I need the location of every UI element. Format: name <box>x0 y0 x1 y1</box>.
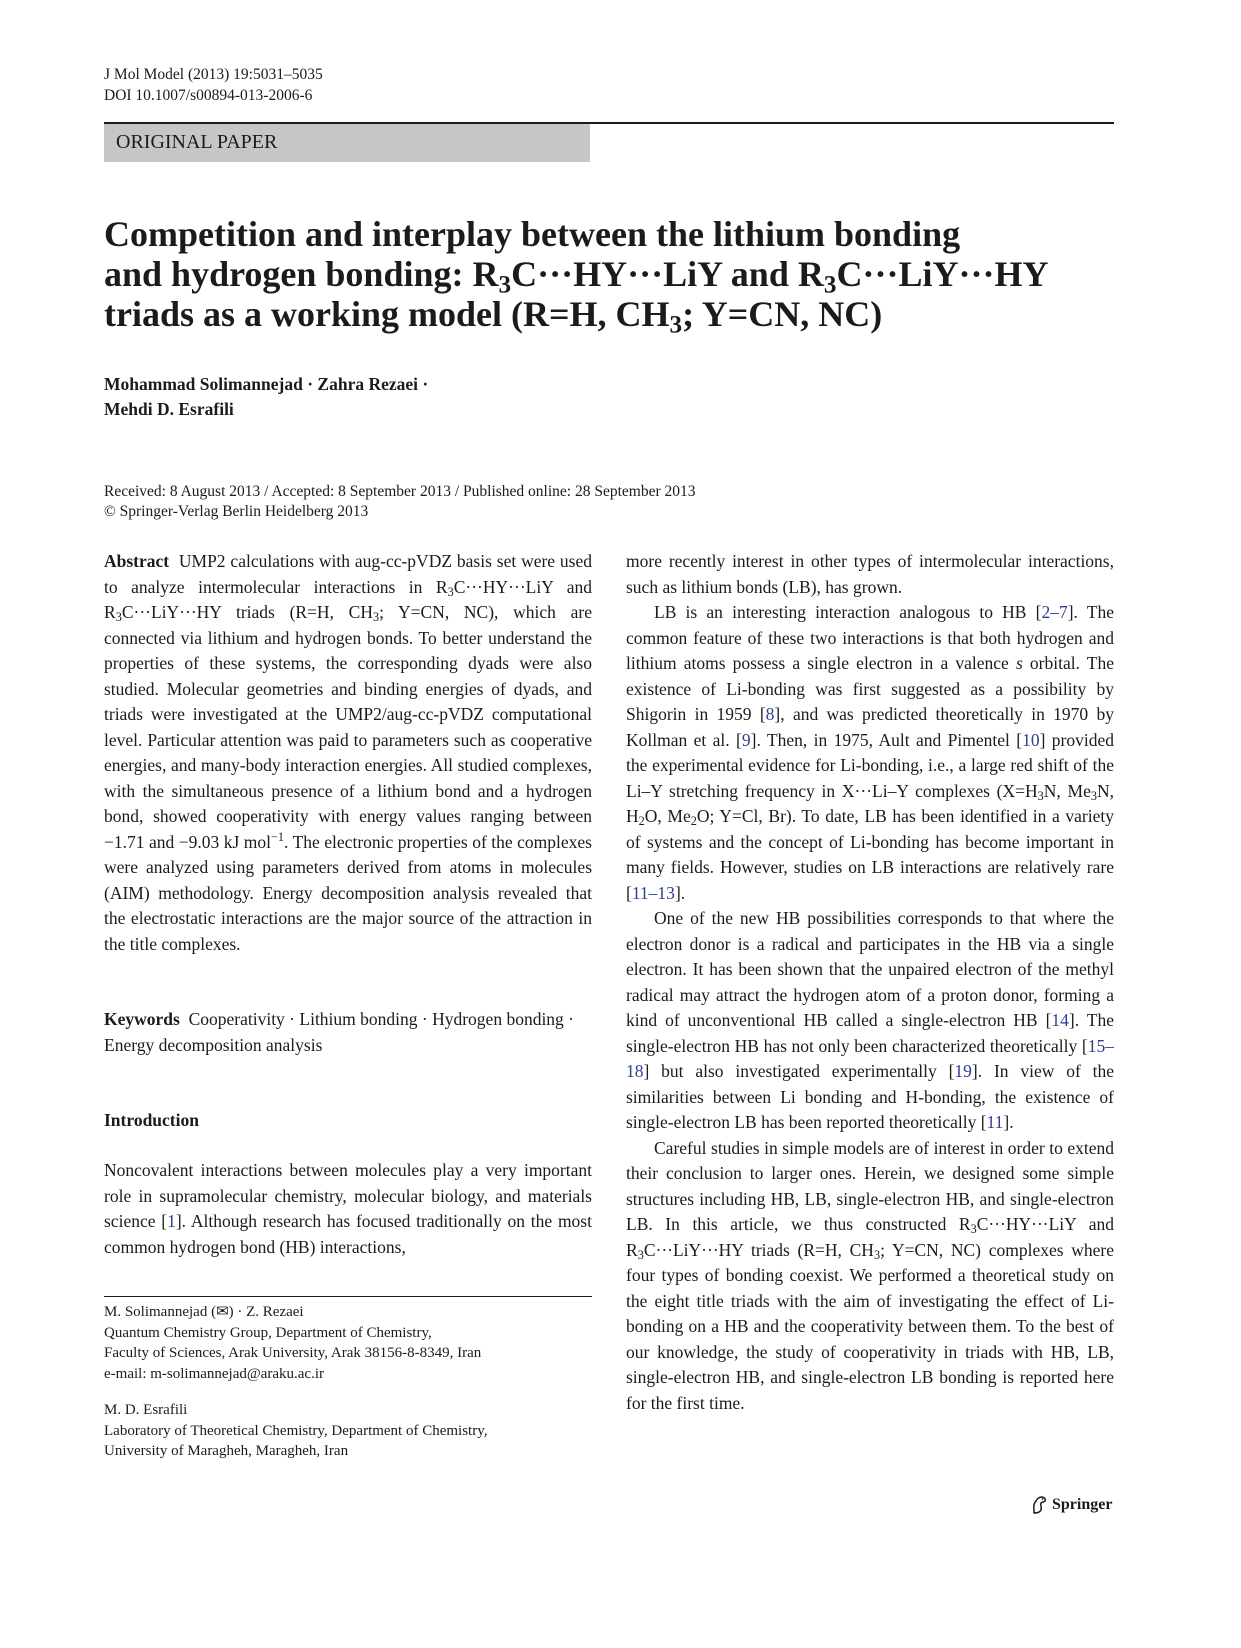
paragraph-this-work: Careful studies in simple models are of interest in order to extend their conclusion to larger ones. Herein, we designed some simple structures including HB, LB, single-electron HB, and single-electron LB. In this article, we thus constructed $R_3C\cdot\cdot\cdot HY\cdot\cdot\cdot LiY$ and $R_3C\cdot\cdot\cdot LiY\cdot\cdot\cdot HY$ triads (R=H, $CH_3$; Y=CN, NC) complexes where four types of bonding coexist. We performed a theoretical study on the eight title triads with the aim of investigating the effect of Li-bonding on a HB and the cooperativity between them. To the best of our knowledge, the study of cooperativity in triads with HB, LB, single-electron HB, and single-electron LB bonding is reported here for the first time. <box>626 1137 1114 1413</box>
springer-horse-icon <box>1030 1495 1048 1515</box>
doi[interactable]: DOI 10.1007/s00894-013-2006-6 <box>104 87 313 104</box>
paragraph-single-electron-hb: One of the new HB possibilities corresponds to that where the electron donor is a radical and participates in the HB via a single electron. It has been shown that the unpaired electron of the methyl radical may attract the hydrogen atom of a proton donor, forming a kind of unconventional HB called a single-electron HB [14]. The single-electron HB has not only been characterized theoretically [15–18] but also investigated experimentally [19]. In view of the similarities between Li bonding and H-bonding, the existence of single-electron LB has been reported theoretically [11]. <box>626 908 1114 1132</box>
keywords-text: Cooperativity · Lithium bonding · Hydrogen bonding · Energy decomposition analysis <box>104 1009 575 1055</box>
citation-link[interactable]: 1 <box>167 1211 176 1231</box>
citation-link[interactable]: 2–7 <box>1041 602 1068 622</box>
paragraph-lithium-bonding: LB is an interesting interaction analogous to HB [2–7]. The common feature of these two interactions is that both hydrogen and lithium atoms possess a single electron in a valence s orbital. The existence of Li-bonding was first suggested as a possibility by Shigorin in 1959 [8], and was predicted theoretically in 1970 by Kollman et al. [9]. Then, in 1975, Ault and Pimentel [10] provided the experimental evidence for Li-bonding, i.e., a large red shift of the Li–Y stretching frequency in X···Li–Y complexes ($X=H_3N$, $Me_3N$, $H_2O$, $Me_2O$; Y=Cl, Br). To date, LB has been identified in a variety of systems and the concept of Li-bonding has become important in many fields. However, studies on LB interactions are relatively rare [11–13]. <box>626 602 1115 903</box>
citation-link[interactable]: 10 <box>1022 729 1040 750</box>
citation-link[interactable]: 19 <box>954 1061 972 1081</box>
publication-dates <box>104 482 696 522</box>
paragraph-continuation: more recently interest in other types of intermolecular interactions, such as lithium bonds (LB), has grown. <box>626 551 1114 597</box>
citation-link[interactable]: 11 <box>986 1112 1004 1132</box>
affiliation-1-authors: M. Solimannejad (✉) · Z. Rezaei <box>104 1304 304 1320</box>
citation-link[interactable]: 15–18 <box>626 1035 1114 1081</box>
citation-link[interactable]: 14 <box>1051 1010 1069 1030</box>
copyright: © Springer-Verlag Berlin Heidelberg 2013 <box>104 503 369 520</box>
abstract-label: Abstract <box>104 551 170 571</box>
affiliation-2: M. D. Esrafili Laboratory of Theoretical Chemistry, Department of Chemistry, University of Maragheh, Maragheh, Iran <box>104 1400 592 1462</box>
journal-header <box>104 64 323 106</box>
footnote-rule <box>104 1296 592 1297</box>
section-tag <box>104 124 590 162</box>
authors-line-2[interactable]: Mehdi D. Esrafili <box>104 399 234 419</box>
authors-line-1[interactable]: Mohammad Solimannejad · Zahra Rezaei · <box>104 374 429 394</box>
publisher-name: Springer <box>1052 1496 1113 1513</box>
keywords <box>104 1007 592 1058</box>
right-column-text <box>626 549 1114 1416</box>
history-dates: Received: 8 August 2013 / Accepted: 8 September 2013 / Published online: 28 September 2013 <box>104 483 696 500</box>
affiliation-1: M. Solimannejad (✉) · Z. Rezaei Quantum Chemistry Group, Department of Chemistry, Faculty of Sciences, Arak University, Arak 38156-8-8349, Iran e-mail: m-solimannejad@araku.ac.ir <box>104 1302 592 1384</box>
introduction-paragraph: Noncovalent interactions between molecules play a very important role in supramolecular chemistry, molecular biology, and materials science [1]. Although research has focused traditionally on the most common hydrogen bond (HB) interactions, <box>104 1160 592 1257</box>
paper-title <box>104 214 1104 339</box>
citation-link[interactable]: 9 <box>741 729 751 750</box>
citation-link[interactable]: 8 <box>765 704 775 724</box>
journal-citation: J Mol Model (2013) 19:5031–5035 <box>104 66 323 83</box>
author-list <box>104 372 428 422</box>
introduction-heading: Introduction <box>104 1110 199 1130</box>
title-line-1: Competition and interplay between the lithium bonding <box>104 214 961 254</box>
title-line-2: and hydrogen bonding: $R_3C\cdot\cdot\cdot HY\cdot\cdot\cdot LiY$ and $R_3C\cdot\cdot\cdot LiY\cdot\cdot\cdot HY$ <box>104 254 1049 299</box>
affiliation-2-author: M. D. Esrafili <box>104 1402 188 1418</box>
abstract <box>104 549 592 957</box>
citation-link[interactable]: 11–13 <box>631 882 675 903</box>
section-tag-label: ORIGINAL PAPER <box>116 131 278 153</box>
springer-logo <box>1030 1495 1112 1515</box>
keywords-label: Keywords <box>104 1009 180 1029</box>
corresponding-email[interactable]: e-mail: m-solimannejad@araku.ac.ir <box>104 1365 324 1382</box>
abstract-text: Abstract UMP2 calculations with aug-cc-pVDZ basis set were used to analyze intermolecular interactions in $R_3C\cdot\cdot\cdot HY\cdot\cdot\cdot LiY$ and $R_3C\cdot\cdot\cdot LiY\cdot\cdot\cdot HY$ triads (R=H, $CH_3$; Y=CN, NC), which are connected via lithium and hydrogen bonds. To better understand the properties of these systems, the corresponding dyads were also studied. Molecular geometries and binding energies of dyads, and triads were investigated at the UMP2/aug-cc-pVDZ computational level. Particular attention was paid to parameters such as cooperative energies, and many-body interaction energies. All studied complexes, with the simultaneous presence of a lithium bond and a hydrogen bond, showed cooperativity with energy values ranging between −1.71 and −9.03 kJ mol$^{-1}$. The electronic properties of the complexes were analyzed using parameters derived from atoms in molecules (AIM) methodology. Energy decomposition analysis revealed that the electrostatic interactions are the major source of the attraction in the title complexes. <box>104 551 593 954</box>
title-line-3: triads as a working model (R=H, $CH_3$; Y=CN, NC) <box>104 294 883 339</box>
